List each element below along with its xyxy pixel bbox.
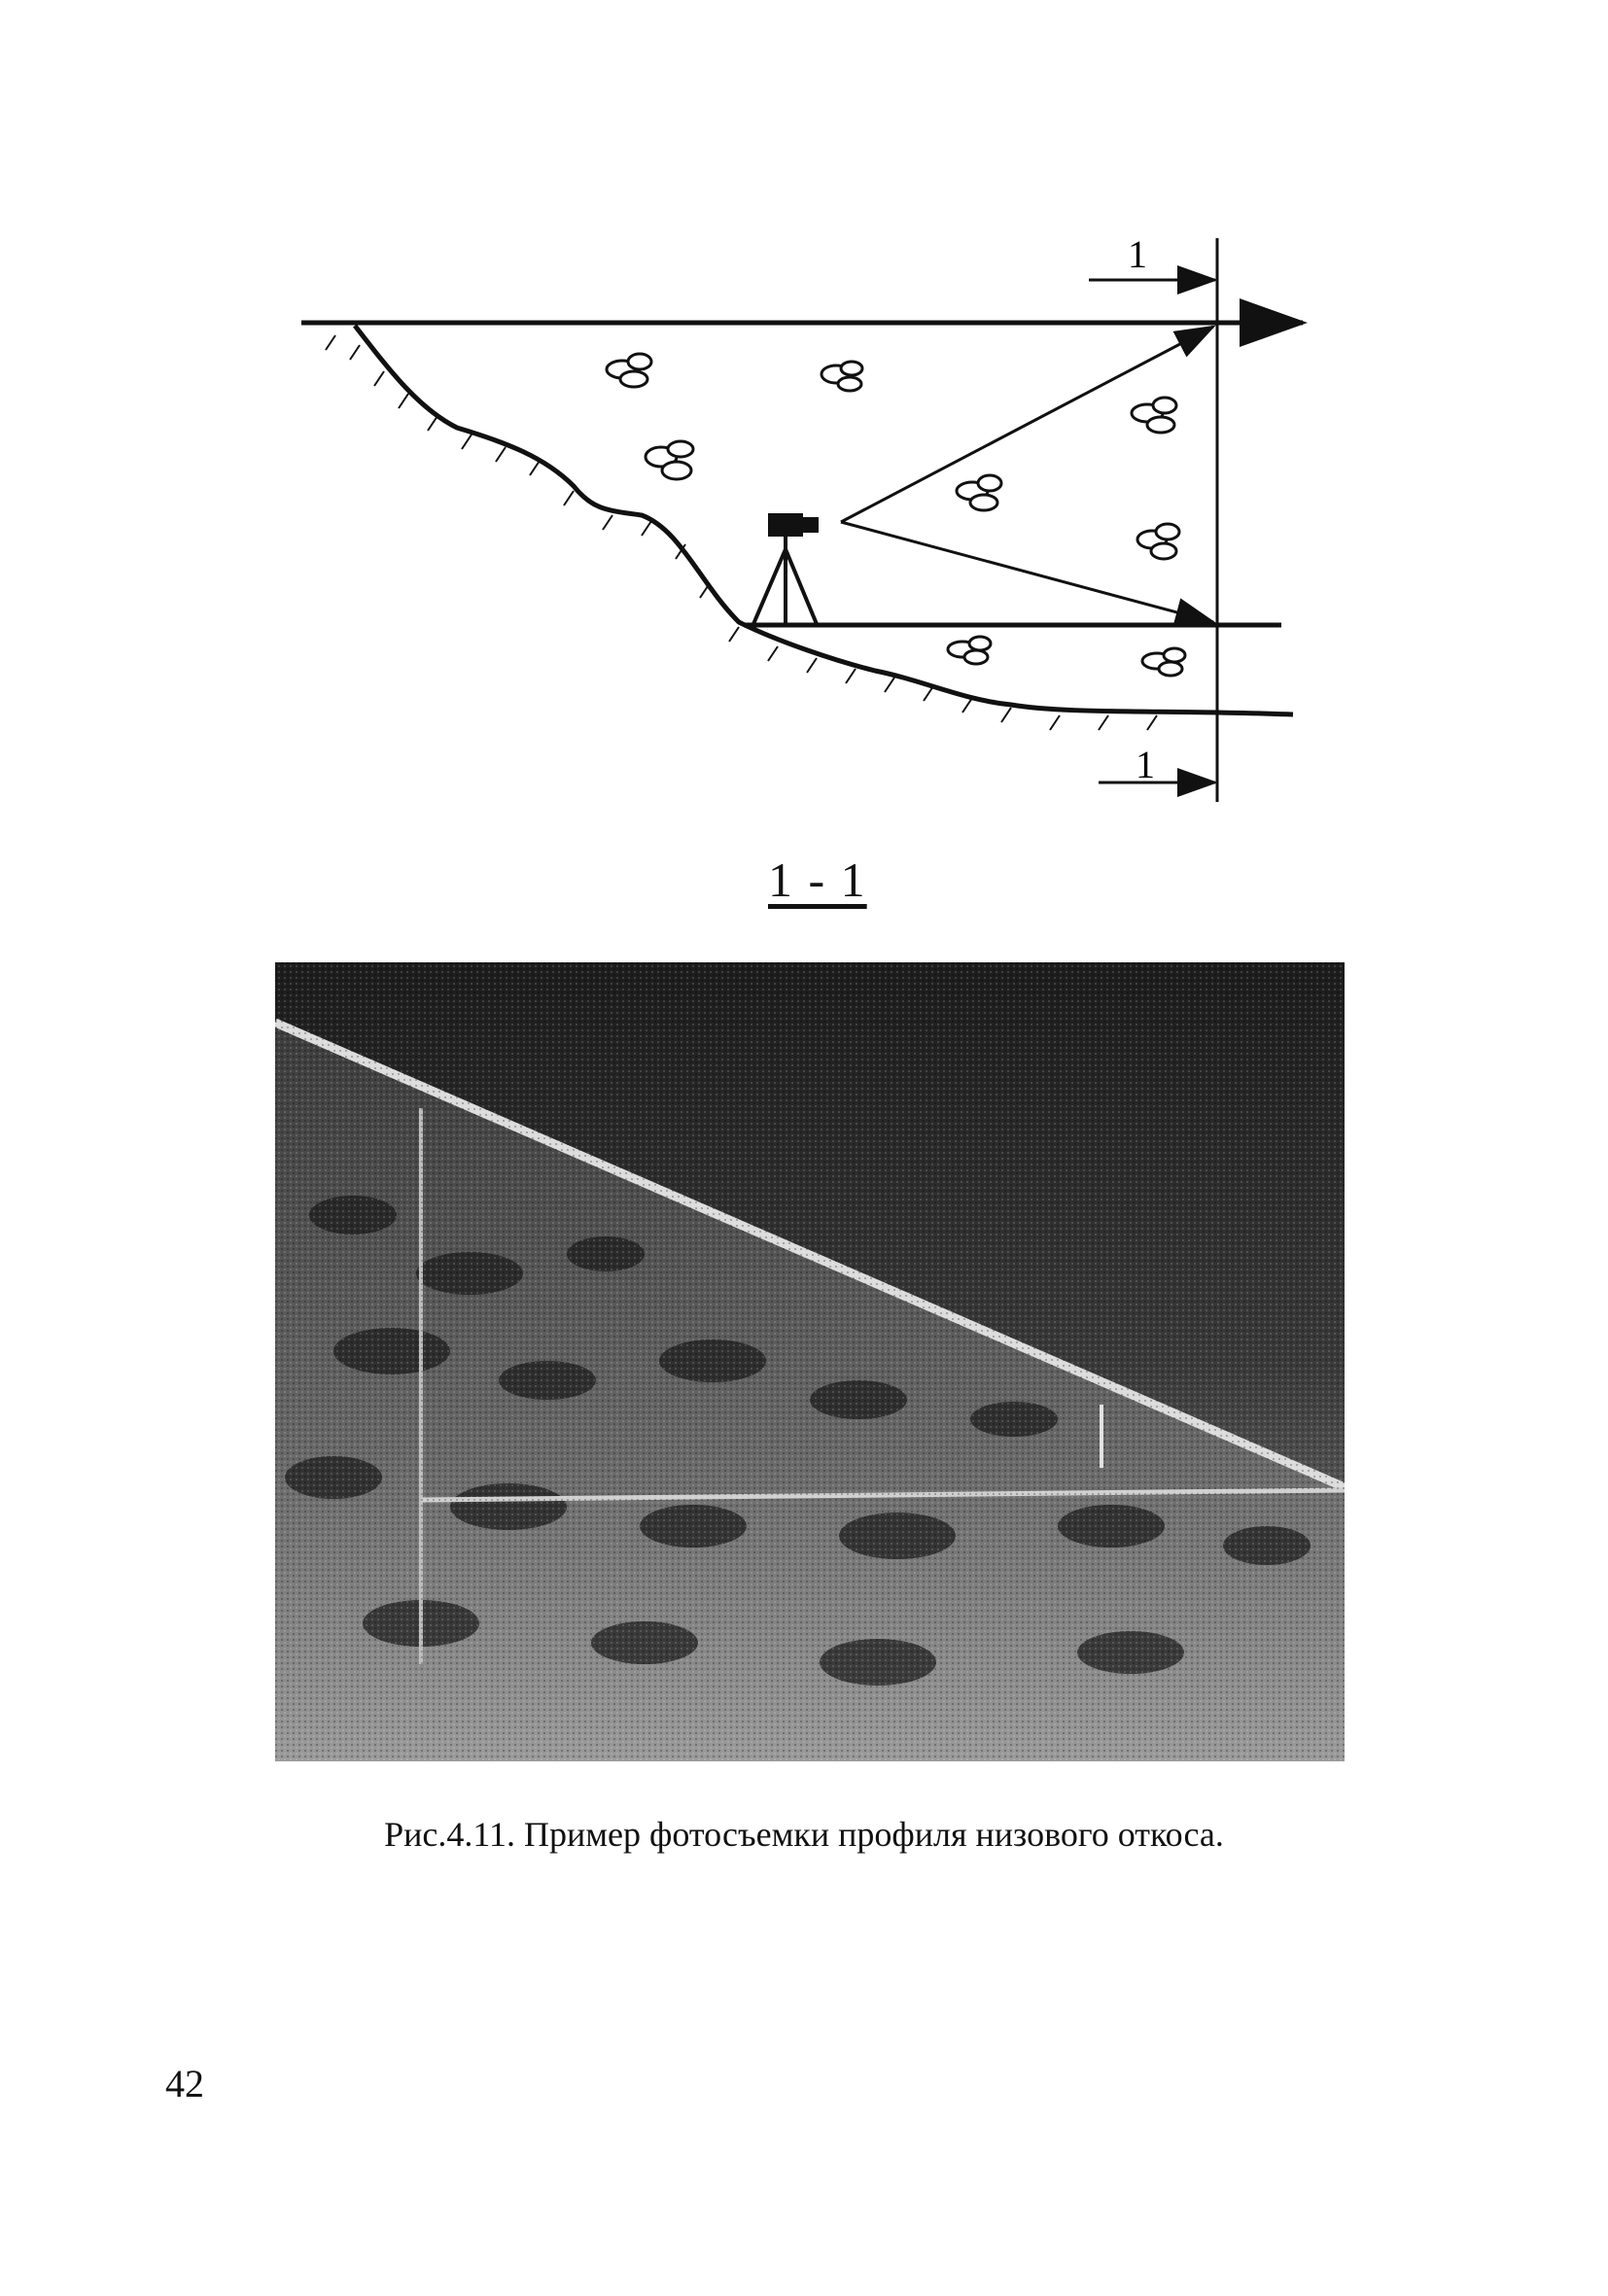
slope-photography-diagram bbox=[0, 0, 1608, 836]
section-mark-bottom: 1 bbox=[1136, 743, 1155, 786]
slope-profile-photo bbox=[275, 962, 1345, 1761]
slope-hatching bbox=[326, 335, 1157, 730]
section-mark-top: 1 bbox=[1128, 232, 1147, 276]
page-number: 42 bbox=[165, 2062, 204, 2105]
figure-caption: Рис.4.11. Пример фотосъемки профиля низового откоса. bbox=[384, 1815, 1224, 1854]
camera-tripod-icon bbox=[753, 513, 819, 624]
section-label: 1 - 1 bbox=[768, 852, 867, 907]
